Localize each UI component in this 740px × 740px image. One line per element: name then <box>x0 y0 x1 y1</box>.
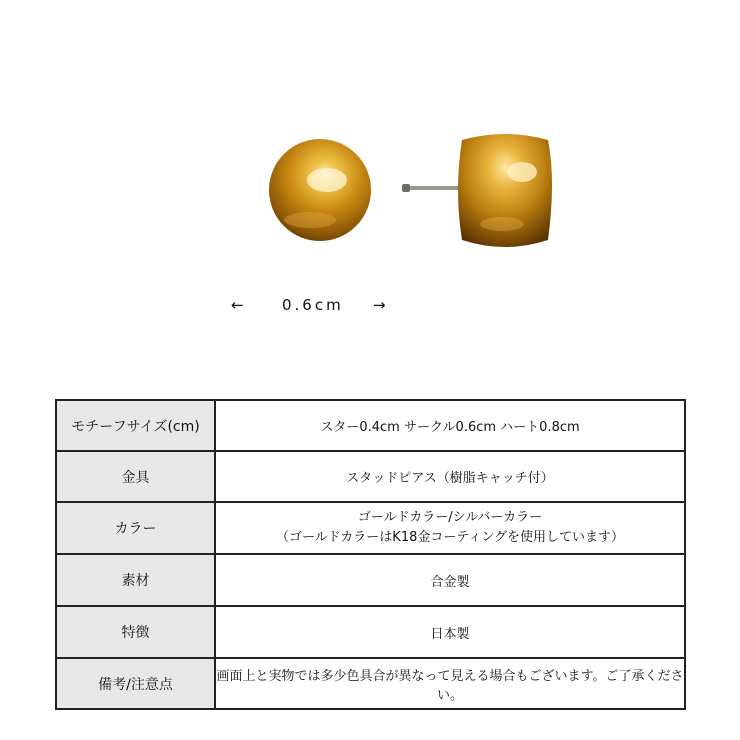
earring-front <box>269 139 371 241</box>
row-value-feature: 日本製 <box>215 606 685 658</box>
table-row <box>56 606 685 658</box>
spec-table <box>55 399 686 710</box>
row-value-notes: 画面上と実物では多少色具合が異なって見える場合もございます。ご了承ください。 <box>215 658 685 709</box>
color-note: （ゴールドカラーはK18金コーティングを使用しています） <box>275 530 625 545</box>
row-value-color <box>215 502 685 554</box>
row-label-feature: 特徴 <box>56 606 215 658</box>
size-measurement <box>0 296 740 320</box>
row-value-material: 合金製 <box>215 554 685 606</box>
measurement-value: 0.6cm <box>282 296 344 314</box>
row-label-notes: 備考/注意点 <box>56 658 215 709</box>
table-row <box>56 658 685 709</box>
row-label-fitting: 金具 <box>56 451 215 502</box>
row-label-color: カラー <box>56 502 215 554</box>
table-row <box>56 502 685 554</box>
right-arrow-icon: → <box>373 296 386 314</box>
left-arrow-icon: ← <box>231 296 244 314</box>
color-options: ゴールドカラー/シルバーカラー <box>357 510 543 525</box>
row-value-motif-size: スター0.4cm サークル0.6cm ハート0.8cm <box>215 400 685 451</box>
row-label-material: 素材 <box>56 554 215 606</box>
earring-photo <box>230 120 570 260</box>
table-row <box>56 554 685 606</box>
row-label-motif-size: モチーフサイズ(cm) <box>56 400 215 451</box>
table-row <box>56 400 685 451</box>
row-value-fitting: スタッドピアス（樹脂キャッチ付） <box>215 451 685 502</box>
table-row <box>56 451 685 502</box>
earring-side <box>402 134 552 247</box>
